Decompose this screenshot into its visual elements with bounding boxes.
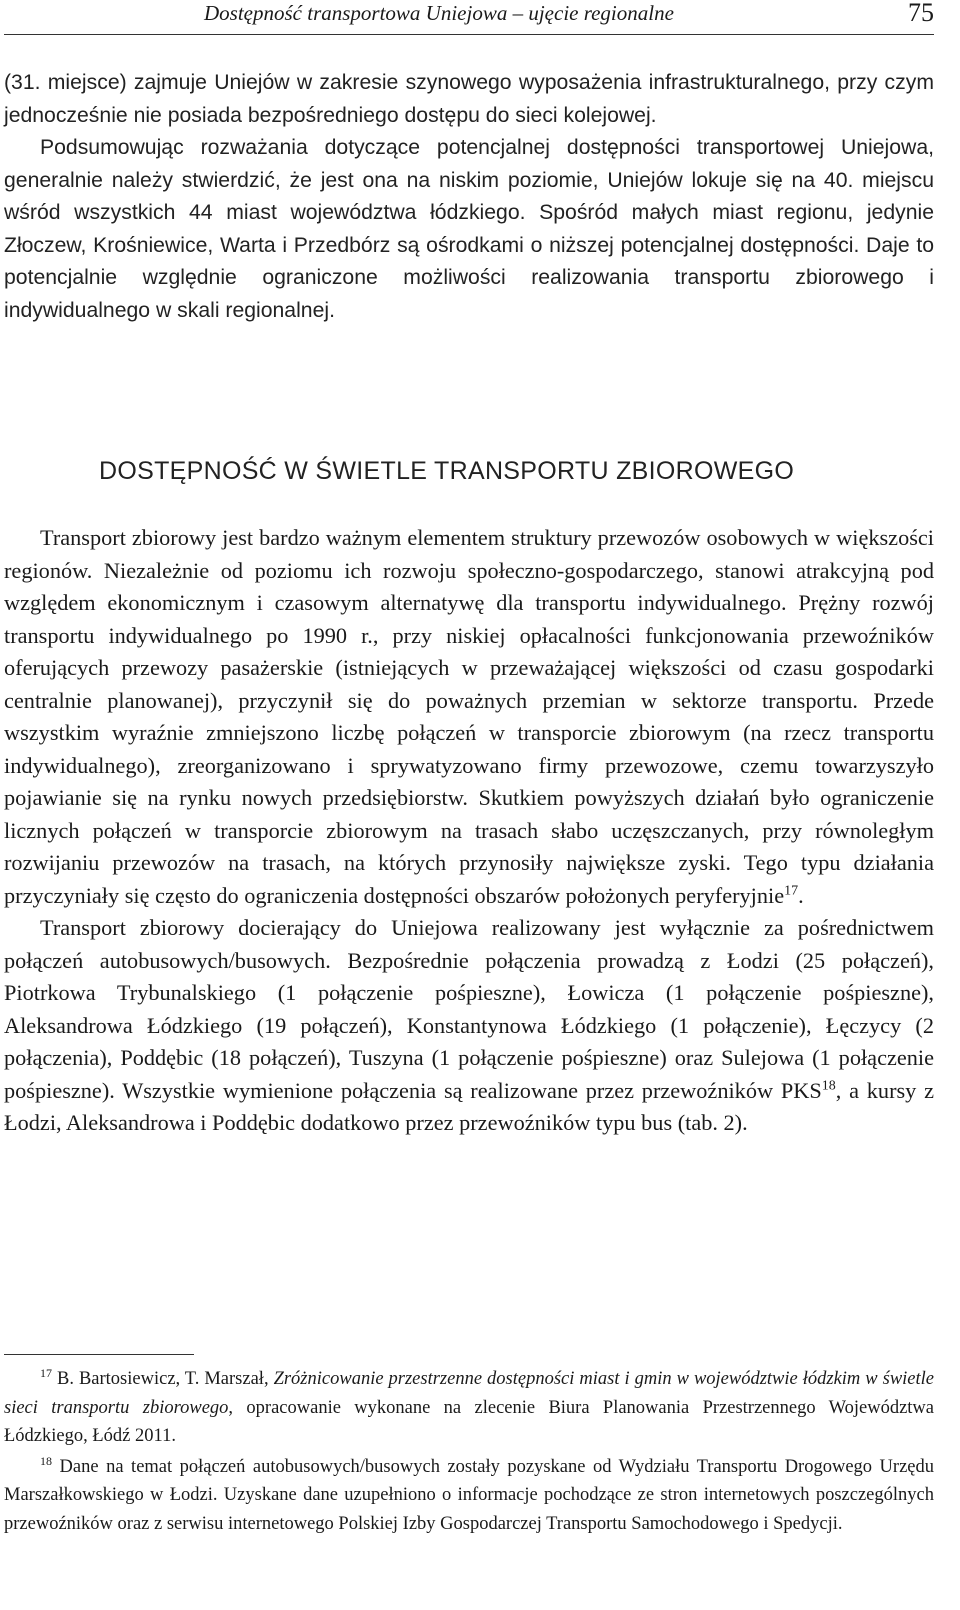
footnote-17 <box>4 1365 934 1451</box>
footnote-ref-17[interactable]: 17 <box>784 883 799 899</box>
paragraph <box>4 912 934 1140</box>
paragraph: Podsumowując rozważania dotyczące potencjalnej dostępności transportowej Uniejowa, generalnie należy stwierdzić, że jest ona na niskim poziomie, Uniejów lokuje się na 40. miejscu wśród wszystkich 44 miast województwa łódzkiego. Spośród małych miast regionu, jedynie Złoczew, Krośniewice, Warta i Przedbórz są ośrodkami o niższej potencjalnej dostępności. Daje to potencjalnie względnie ograniczone możliwości realizowania transportu zbiorowego i indywidualnego w skali regionalnej. <box>4 136 934 322</box>
footnote-text: B. Bartosiewicz, T. Marszał, <box>52 1369 274 1389</box>
running-header <box>4 0 934 34</box>
page-number: 75 <box>908 0 934 27</box>
section-public-transport <box>4 522 934 1140</box>
running-title: Dostępność transportowa Uniejowa – ujęcie regionalne <box>204 1 674 25</box>
paragraph-end: . <box>798 882 804 908</box>
section-potential-accessibility <box>4 67 934 327</box>
footnote-rule <box>4 1354 194 1355</box>
footnote-title: Zróżnicowanie przestrzenne dostępności miast i gmin w województwie łódzkim w świetle sieci transportu zbiorowego <box>4 1369 934 1418</box>
footnotes <box>4 1365 934 1540</box>
paragraph-text: , a kursy z Łodzi, Aleksandrowa i Poddębic dodatkowo przez przewoźników typu bus (tab. 2). <box>4 1077 934 1135</box>
footnote-text: Dane na temat połączeń autobusowych/busowych zostały pozyskane od Wydziału Transportu Drogowego Urzędu Marszałkowskiego w Łodzi. Uzyskane dane uzupełniono o informacje pochodzące ze stron internetowych poszczególnych przewoźników oraz z serwisu internetowego Polskiej Izby Gospodarczej Transportu Samochodowego i Spedycji. <box>4 1456 934 1534</box>
paragraph: (31. miejsce) zajmuje Uniejów w zakresie szynowego wyposażenia infrastrukturalnego, przy czym jednocześnie nie posiada bezpośredniego dostępu do sieci kolejowej. <box>4 71 934 127</box>
footnote-ref-18[interactable]: 18 <box>821 1078 836 1094</box>
footnote-text: , opracowanie wykonane na zlecenie Biura Planowania Przestrzennego Województwa Łódzkiego, Łódź 2011. <box>4 1397 934 1446</box>
paragraph-text: Transport zbiorowy jest bardzo ważnym elementem struktury przewozów osobowych w większości regionów. Niezależnie od poziomu ich rozwoju społeczno-gospodarczego, stanowi atrakcyjną pod względem ekonomicznym i czasowym alternatywę dla transportu indywidualnego. Prężny rozwój transportu indywidualnego po 1990 r., przy niskiej opłacalności funkcjonowania przewoźników oferujących przewozy pasażerskie (istniejących w przeważającej większości od czasu gospodarki centralnie planowanej), przyczynił się do poważnych przemian w sektorze transportu. Przede wszystkim wyraźnie zmniejszono liczbę połączeń w transporcie zbiorowym (na rzecz transportu indywidualnego), zreorganizowano i sprywatyzowano firmy przewozowe, czemu towarzyszyło pojawianie się na rynku nowych przedsiębiorstw. Skutkiem powyższych działań było ograniczenie licznych połączeń w transporcie zbiorowym na trasach słabo uczęszczanych, przy równoległym rozwijaniu przewozów na trasach, na których przynosiły największe zyski. Tego typu działania przyczyniały się często do ograniczenia dostępności obszarów położonych peryferyjnie <box>4 525 934 908</box>
footnote-number: 17 <box>40 1365 52 1380</box>
footnote-number: 18 <box>40 1453 52 1468</box>
header-rule <box>4 34 934 35</box>
paragraph <box>4 522 934 912</box>
footnote-18 <box>4 1453 934 1539</box>
paragraph-text: Transport zbiorowy docierający do Uniejowa realizowany jest wyłącznie za pośrednictwem połączeń autobusowych/busowych. Bezpośrednie połączenia prowadzą z Łodzi (25 połączeń), Piotrkowa Trybunalskiego (1 połączenie pośpieszne), Łowicza (1 połączenie pośpieszne), Aleksandrowa Łódzkiego (19 połączeń), Konstantynowa Łódzkiego (1 połączenie), Łęczycy (2 połączenia), Poddębic (18 połączeń), Tuszyna (1 połączenie pośpieszne) oraz Sulejowa (1 połączenie pośpieszne). Wszystkie wymienione połączenia są realizowane przez przewoźników PKS <box>4 915 934 1103</box>
section-heading: DOSTĘPNOŚĆ W ŚWIETLE TRANSPORTU ZBIOROWEGO <box>99 457 795 485</box>
